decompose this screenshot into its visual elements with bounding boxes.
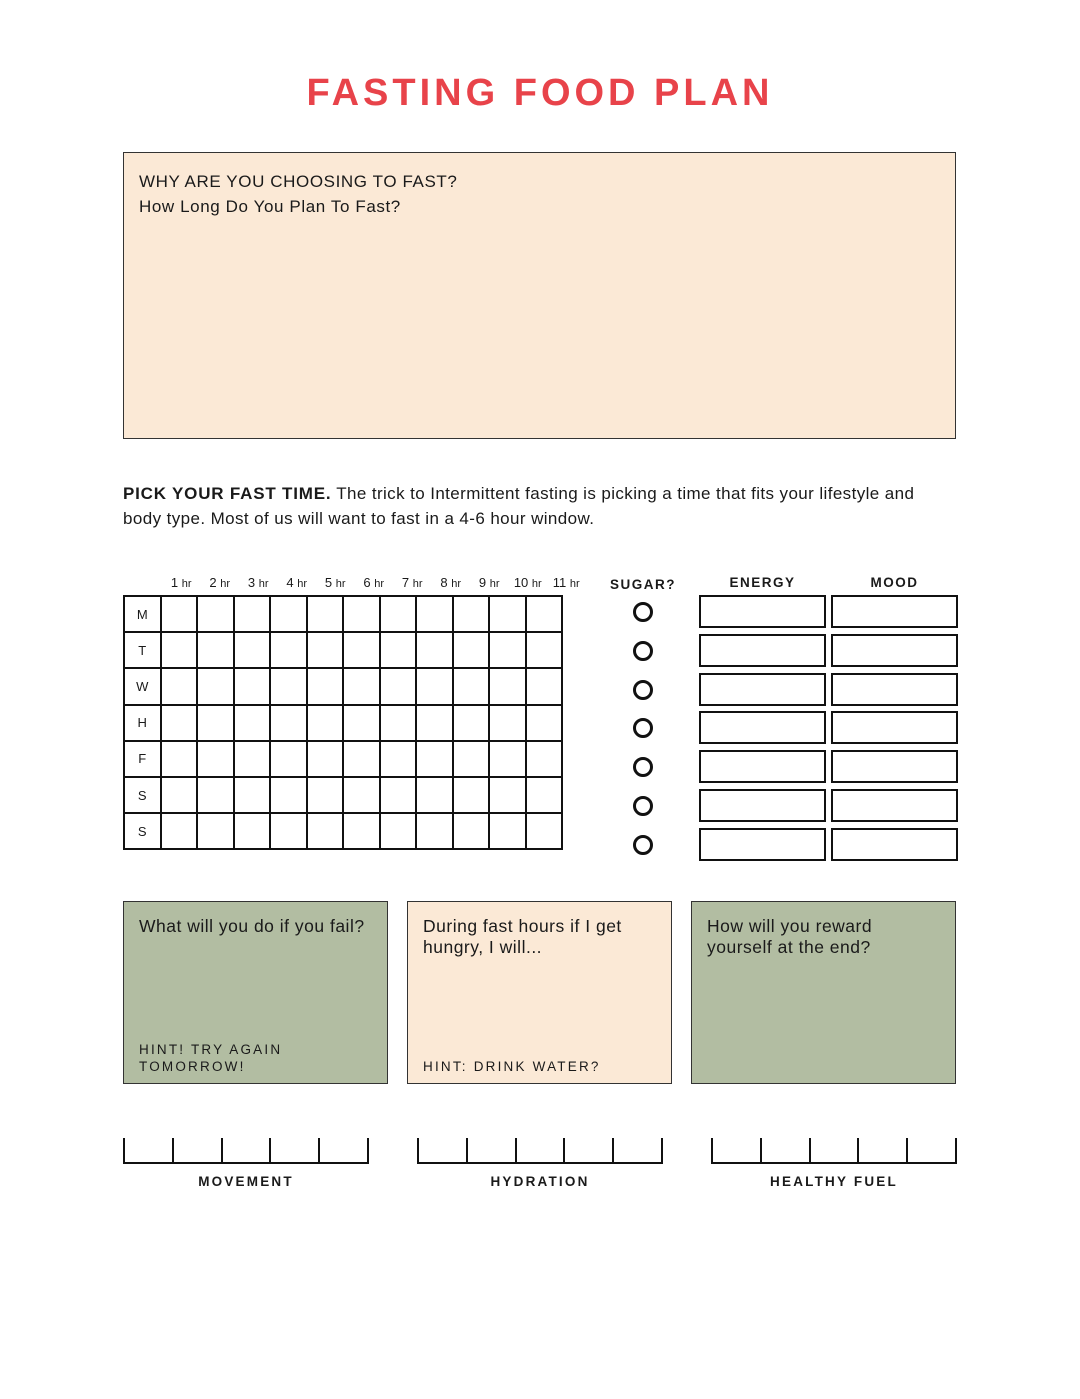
hour-cell[interactable] [270,668,307,704]
hour-unit: hr [531,578,542,590]
hour-label [470,575,509,590]
hour-cell[interactable] [234,777,271,813]
hour-unit: hr [569,578,580,590]
hour-number: 4 [286,575,294,590]
day-row [124,596,562,632]
card-question: During fast hours if I get hungry, I will... [423,916,622,957]
tracker-tick [857,1138,859,1164]
hour-cell[interactable] [343,596,380,632]
hour-cell[interactable] [197,668,234,704]
hour-cell[interactable] [270,596,307,632]
hour-cell[interactable] [197,596,234,632]
tracker-tick [760,1138,762,1164]
tracker-tick [955,1138,957,1164]
hour-cell[interactable] [270,705,307,741]
day-label: T [124,632,161,668]
hour-unit: hr [489,578,500,590]
day-row [124,777,562,813]
hour-label [432,575,471,590]
hour-cell[interactable] [416,632,453,668]
hour-cell[interactable] [380,813,417,849]
hour-label [201,575,240,590]
hour-number: 9 [478,575,487,590]
hour-unit: hr [451,578,462,590]
day-label: S [124,813,161,849]
hour-cell[interactable] [343,632,380,668]
hour-cell[interactable] [489,705,526,741]
hour-number: 8 [440,575,448,590]
tracker-tick [417,1138,419,1164]
hour-label [162,575,201,590]
hour-cell[interactable] [270,813,307,849]
energy-field[interactable] [699,673,826,706]
pick-fast-time-paragraph [123,481,953,531]
hour-cell[interactable] [161,596,198,632]
hour-label [509,575,548,590]
day-row [124,813,562,849]
pick-fast-time-text: The trick to Intermittent fasting is picking a time that fits your lifestyle and body type. Most of us will want to fast in a 4-6 hour window. [123,484,915,528]
hour-cell[interactable] [453,632,490,668]
tracker-tick [367,1138,369,1164]
hour-cell[interactable] [416,668,453,704]
tracker-tick [711,1138,713,1164]
hour-cell[interactable] [197,741,234,777]
hour-cell[interactable] [161,741,198,777]
hour-cell[interactable] [526,668,563,704]
tracker-tick [269,1138,271,1164]
tracker-tick [661,1138,663,1164]
hour-cell[interactable] [526,596,563,632]
tracker-tick [612,1138,614,1164]
hour-cell[interactable] [307,632,344,668]
sugar-checkbox[interactable] [633,835,653,855]
day-label: M [124,596,161,632]
tracker-scale[interactable] [123,1138,369,1164]
day-label: H [124,705,161,741]
hour-cell[interactable] [380,596,417,632]
hour-cell[interactable] [270,741,307,777]
sugar-checkbox[interactable] [633,680,653,700]
hour-unit: hr [220,578,231,590]
mood-field[interactable] [831,750,958,783]
tracker-label: HEALTHY FUEL [770,1174,898,1189]
sugar-checkbox[interactable] [633,602,653,622]
card-hint: HINT! TRY AGAIN TOMORROW! [139,1042,283,1074]
hour-cell[interactable] [380,777,417,813]
tracker-tick [466,1138,468,1164]
day-row [124,705,562,741]
hour-cell[interactable] [380,741,417,777]
energy-field[interactable] [699,711,826,744]
hour-cell[interactable] [526,813,563,849]
hour-number: 3 [247,575,256,590]
tracker-scale[interactable] [417,1138,663,1164]
hour-label [355,575,394,590]
hour-label [278,575,317,590]
tracker-label: HYDRATION [490,1174,590,1189]
sugar-checkbox[interactable] [633,796,653,816]
hour-cell[interactable] [526,632,563,668]
tracker-tick [563,1138,565,1164]
hour-cell[interactable] [343,777,380,813]
hour-cell[interactable] [307,741,344,777]
hour-cell[interactable] [526,741,563,777]
fast-time-grid [123,595,563,850]
hour-cell[interactable] [453,813,490,849]
hour-cell[interactable] [453,705,490,741]
tracker-tick [172,1138,174,1164]
reflection-card[interactable] [123,901,388,1084]
pick-fast-time-heading: PICK YOUR FAST TIME. [123,484,332,503]
page-title: FASTING FOOD PLAN [306,72,774,114]
tracker-label: MOVEMENT [198,1174,294,1189]
hour-cell[interactable] [197,705,234,741]
hour-cell[interactable] [489,813,526,849]
hour-cell[interactable] [489,632,526,668]
hour-cell[interactable] [161,705,198,741]
card-question: How will you reward yourself at the end? [707,916,873,957]
hour-cell[interactable] [234,813,271,849]
hour-cell[interactable] [453,741,490,777]
tracker-scale[interactable] [711,1138,957,1164]
hour-cell[interactable] [526,705,563,741]
hour-cell[interactable] [307,777,344,813]
mood-label: MOOD [870,575,919,590]
hour-number: 11 [552,575,567,590]
day-label: F [124,741,161,777]
hour-cell[interactable] [526,777,563,813]
day-row [124,668,562,704]
card-hint: HINT: DRINK WATER? [423,1059,601,1074]
mood-field[interactable] [831,711,958,744]
hour-cell[interactable] [197,632,234,668]
energy-field[interactable] [699,789,826,822]
energy-field[interactable] [699,828,826,861]
hour-cell[interactable] [161,813,198,849]
mood-field[interactable] [831,828,958,861]
hour-unit: hr [374,578,385,590]
tracker-baseline [711,1162,957,1164]
mood-field[interactable] [831,595,958,628]
tracker-tick [123,1138,125,1164]
tracker-tick [906,1138,908,1164]
reflection-card[interactable] [691,901,956,1084]
hour-cell[interactable] [489,777,526,813]
hour-cell[interactable] [270,632,307,668]
tracker-baseline [417,1162,663,1164]
mood-field[interactable] [831,634,958,667]
hour-cell[interactable] [234,632,271,668]
tracker-baseline [123,1162,369,1164]
day-label: W [124,668,161,704]
hour-cell[interactable] [343,668,380,704]
hour-number: 6 [363,575,371,590]
tracker-tick [515,1138,517,1164]
hour-unit: hr [297,578,308,590]
day-row [124,741,562,777]
hour-cell[interactable] [453,596,490,632]
tracker-tick [221,1138,223,1164]
hour-cell[interactable] [161,632,198,668]
hour-cell[interactable] [270,777,307,813]
hour-cell[interactable] [380,632,417,668]
hour-header-row [162,575,586,590]
energy-field[interactable] [699,595,826,628]
hour-cell[interactable] [453,668,490,704]
hour-cell[interactable] [343,741,380,777]
hour-cell[interactable] [416,813,453,849]
hour-label [393,575,432,590]
hour-unit: hr [258,578,269,590]
energy-field[interactable] [699,634,826,667]
hour-label [547,575,586,590]
why-question: WHY ARE YOU CHOOSING TO FAST? [139,172,458,191]
hour-unit: hr [335,578,346,590]
hour-cell[interactable] [234,596,271,632]
hour-cell[interactable] [234,705,271,741]
day-row [124,632,562,668]
reflection-card[interactable] [407,901,672,1084]
hour-cell[interactable] [416,705,453,741]
tracker-tick [809,1138,811,1164]
hour-cell[interactable] [416,596,453,632]
hour-cell[interactable] [161,668,198,704]
hour-cell[interactable] [161,777,198,813]
hour-cell[interactable] [197,777,234,813]
hour-unit: hr [181,578,192,590]
hour-number: 2 [209,575,217,590]
mood-field[interactable] [831,789,958,822]
hour-label [239,575,278,590]
hour-cell[interactable] [234,668,271,704]
why-fasting-box[interactable] [123,152,956,439]
hour-cell[interactable] [307,668,344,704]
hour-cell[interactable] [307,596,344,632]
hour-cell[interactable] [234,741,271,777]
tracker-tick [318,1138,320,1164]
hour-number: 1 [170,575,179,590]
sugar-label: SUGAR? [610,577,676,592]
sugar-checkbox[interactable] [633,757,653,777]
mood-field[interactable] [831,673,958,706]
energy-field[interactable] [699,750,826,783]
hour-cell[interactable] [489,668,526,704]
hour-cell[interactable] [307,705,344,741]
hour-cell[interactable] [416,741,453,777]
hour-unit: hr [412,578,423,590]
hour-number: 10 [513,575,529,590]
hour-cell[interactable] [380,705,417,741]
hour-cell[interactable] [489,596,526,632]
how-long-question: How Long Do You Plan To Fast? [139,197,401,216]
hour-cell[interactable] [380,668,417,704]
hour-cell[interactable] [307,813,344,849]
hour-number: 5 [324,575,333,590]
hour-label [316,575,355,590]
hour-cell[interactable] [197,813,234,849]
hour-cell[interactable] [343,705,380,741]
hour-cell[interactable] [416,777,453,813]
hour-cell[interactable] [489,741,526,777]
sugar-checkbox[interactable] [633,641,653,661]
hour-cell[interactable] [453,777,490,813]
hour-cell[interactable] [343,813,380,849]
card-question: What will you do if you fail? [139,916,365,936]
sugar-checkbox[interactable] [633,718,653,738]
energy-label: ENERGY [729,575,796,590]
day-label: S [124,777,161,813]
hour-number: 7 [401,575,410,590]
